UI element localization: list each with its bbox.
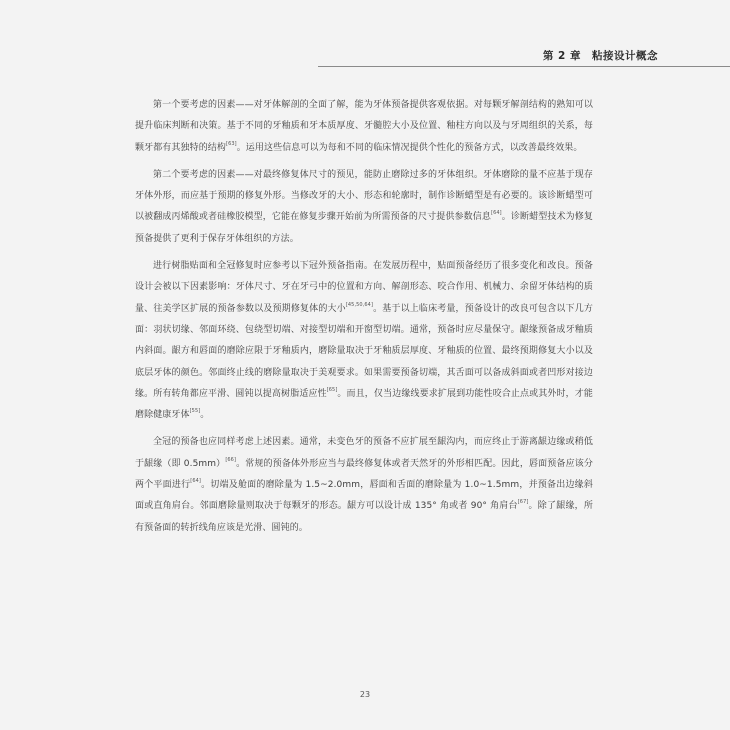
header-rule	[318, 66, 730, 67]
citation-ref: [45,50,64]	[345, 301, 373, 308]
text-run: 。除了龈缘，所有预备面的转折线角应该是光滑、圆钝的。	[135, 501, 593, 533]
text-run: 全冠的预备也应同样考虑上述因素。通常，未变色牙的预备不应扩展至龈沟内，而应终止于游离龈边缘或稍低于龈缘（即 0.5mm）	[135, 437, 593, 469]
text-run: 第二个要考虑的因素——对最终修复体尺寸的预见，能防止磨除过多的牙体组织。牙体磨除的量不应基于现存牙体外形，而应基于预期的修复外形。当修改牙的大小、形态和轮廓时，制作诊断蜡型是有必要的。该诊断蜡型可以被翻成丙烯酸或者硅橡胶模型，它能在修复步骤开始前为所需预备的尺寸提供参数信息	[135, 169, 593, 223]
page-number: 23	[359, 690, 371, 699]
text-run: 。常规的预备体外形应当与最终修复体或者天然牙的外形相匹配。因此，唇面预备应该分两个平面进行	[135, 458, 593, 491]
text-run: 。切端及舱面的磨除量为 1.5~2.0mm，唇面和舌面的磨除量为 1.0~1.5mm，并预备出边缘斜面或直角肩台。邻面磨除量则取决于每颗牙的形态。龈方可以设计成 135° 角或者 90° 角肩台	[135, 480, 593, 512]
text-run: 第一个要考虑的因素——对牙体解剖的全面了解，能为牙体预备提供客观依据。对每颗牙解剖结构的熟知可以提升临床判断和决策。基于不同的牙釉质和牙本质厚度、牙髓腔大小及位置、釉柱方向以及与牙周组织的关系，每颗牙都有其独特的结构	[135, 100, 593, 153]
paragraph	[135, 165, 593, 250]
text-run: 。而且，仅当边缘线要求扩展到功能性咬合止点或其外时，才能磨除健康牙体	[135, 388, 593, 421]
citation-ref: [65]	[326, 386, 338, 393]
paragraph	[135, 95, 593, 159]
citation-ref: [64]	[491, 210, 502, 217]
paragraph	[135, 432, 593, 538]
citation-ref: [64]	[190, 478, 201, 485]
citation-ref: [66]	[225, 456, 237, 463]
paragraph	[135, 256, 593, 426]
text-run: 。诊断蜡型技术为修复预备提供了更利于保存牙体组织的方法。	[135, 212, 593, 244]
text-run: 。运用这些信息可以为每和不同的临床情况提供个性化的预备方式，以改善最终效果。	[236, 142, 583, 153]
text-run: 。基于以上临床考量，预备设计的改良可包含以下几方面：羽状切缘、邻面环绕、包绕型切端、对接型切端和开窗型切端。通常，预备时应尽量保守。龈缘预备成牙釉质内斜面。龈方和唇面的磨除应限于牙釉质内，磨除量取决于牙釉质层厚度、牙釉质的位置、最终预期修复大小以及底层牙体的颜色。邻面终止线的磨除量取决于美观要求。如果需要预备切端，其舌面可以备成斜面或者凹形对接边缘。所有转角都应平滑、圆钝以提高树脂适应性	[135, 303, 593, 399]
citation-ref: [67]	[517, 499, 529, 506]
citation-ref: [63]	[226, 140, 237, 147]
chapter-header: 第 2 章 粘接设计概念	[542, 50, 658, 62]
citation-ref: [55]	[189, 408, 201, 415]
body-text	[135, 95, 593, 545]
text-run: 进行树脂贴面和全冠修复时应参考以下冠外预备指南。在发展历程中，贴面预备经历了很多变化和改良。预备设计会被以下因素影响：牙体尺寸、牙在牙弓中的位置和方向、解剖形态、咬合作用、机械力、余留牙体结构的质量、往美学区扩展的预备参数以及预期修复体的大小	[135, 261, 593, 314]
text-run: 。	[200, 410, 210, 421]
